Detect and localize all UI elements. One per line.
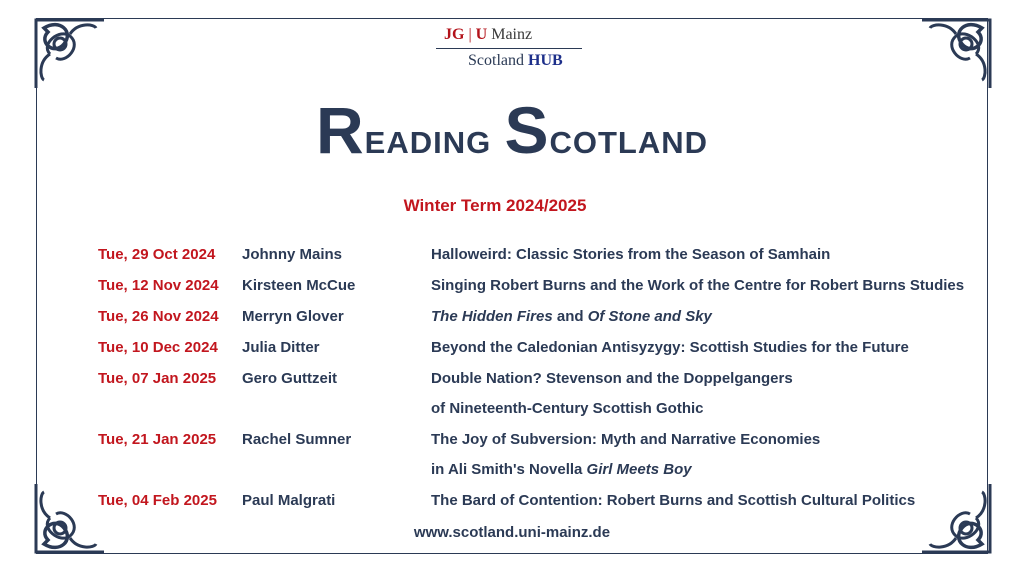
schedule-row	[0, 308, 1024, 334]
celtic-knot-icon	[916, 14, 996, 94]
logo-line-1: JG | U Mainz	[444, 26, 533, 43]
event-talk: Beyond the Caledonian Antisyzygy: Scottish Studies for the Future	[431, 339, 909, 356]
logo-line-2: Scotland HUB	[468, 52, 563, 69]
event-talk: The Hidden Fires and Of Stone and Sky	[431, 308, 712, 325]
event-talk: The Bard of Contention: Robert Burns and Scottish Cultural Politics	[431, 492, 916, 509]
schedule-row-continuation	[0, 400, 1024, 426]
schedule-row-continuation	[0, 461, 1024, 487]
schedule-row	[0, 431, 1024, 457]
logo-divider	[436, 48, 582, 49]
event-talk: Halloweird: Classic Stories from the Season of Samhain	[431, 246, 831, 263]
event-date: Tue, 10 Dec 2024	[98, 339, 218, 356]
event-date: Tue, 12 Nov 2024	[98, 277, 219, 294]
schedule-row	[0, 277, 1024, 303]
event-date: Tue, 26 Nov 2024	[98, 308, 219, 325]
website-url[interactable]: www.scotland.uni-mainz.de	[413, 524, 611, 541]
term-heading: Winter Term 2024/2025	[403, 196, 587, 215]
event-speaker: Gero Guttzeit	[242, 370, 338, 387]
event-date: Tue, 29 Oct 2024	[98, 246, 216, 263]
event-speaker: Paul Malgrati	[242, 492, 336, 509]
jgu-scotland-hub-logo	[430, 24, 590, 76]
event-speaker: Kirsteen McCue	[242, 277, 356, 294]
event-talk-line-2: of Nineteenth-Century Scottish Gothic	[431, 400, 704, 417]
event-speaker: Johnny Mains	[242, 246, 343, 263]
celtic-knot-icon	[30, 478, 110, 558]
event-talk: Double Nation? Stevenson and the Doppelgangers	[431, 370, 793, 387]
schedule-row	[0, 492, 1024, 518]
celtic-knot-icon	[916, 478, 996, 558]
event-speaker: Merryn Glover	[242, 308, 344, 325]
page-title: Reading Scotland	[315, 93, 709, 167]
event-speaker: Rachel Sumner	[242, 431, 352, 448]
event-date: Tue, 07 Jan 2025	[98, 370, 217, 387]
schedule-row	[0, 370, 1024, 396]
event-date: Tue, 04 Feb 2025	[98, 492, 217, 509]
event-talk-line-2: in Ali Smith's Novella Girl Meets Boy	[431, 461, 692, 478]
schedule-row	[0, 339, 1024, 365]
event-speaker: Julia Ditter	[242, 339, 320, 356]
celtic-knot-icon	[30, 14, 110, 94]
event-talk: The Joy of Subversion: Myth and Narrative Economies	[431, 431, 821, 448]
event-talk: Singing Robert Burns and the Work of the Centre for Robert Burns Studies	[431, 277, 965, 294]
event-date: Tue, 21 Jan 2025	[98, 431, 217, 448]
schedule-row	[0, 246, 1024, 272]
